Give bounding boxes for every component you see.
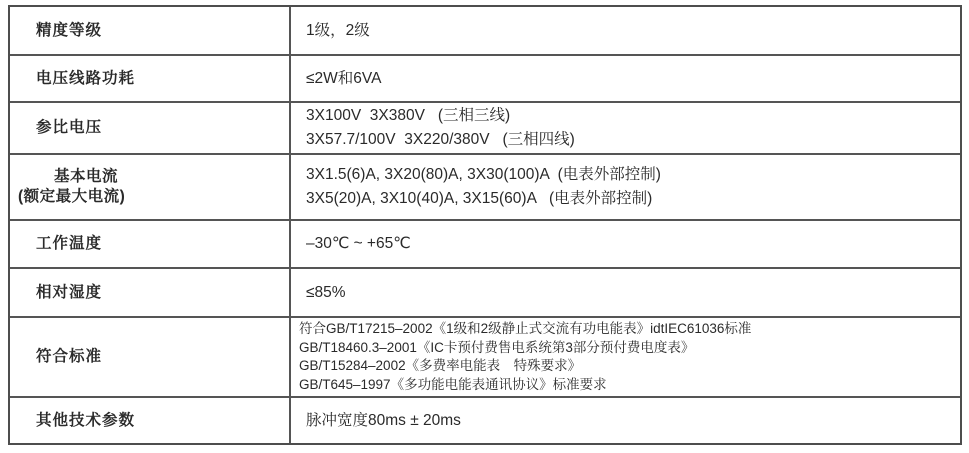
row-value-cell bbox=[291, 398, 960, 443]
row-label-cell bbox=[10, 318, 291, 396]
row-label-line: (额定最大电流) bbox=[18, 188, 126, 205]
table-row bbox=[10, 219, 960, 267]
row-value-line: 3X1.5(6)A, 3X20(80)A, 3X30(100)A (电表外部控制) bbox=[306, 166, 661, 183]
row-value-cell bbox=[291, 56, 960, 101]
row-label-cell bbox=[10, 221, 291, 267]
row-label-line: 基本电流 bbox=[54, 168, 119, 185]
table-row bbox=[10, 101, 960, 153]
row-label-line: 其他技术参数 bbox=[36, 411, 136, 429]
row-value-cell bbox=[291, 155, 960, 219]
table-row bbox=[10, 7, 960, 54]
row-value-line: 3X57.7/100V 3X220/380V (三相四线) bbox=[306, 131, 575, 148]
row-value-cell bbox=[291, 269, 960, 316]
row-label-cell bbox=[10, 103, 291, 153]
row-value-line: –30℃ ~ +65℃ bbox=[306, 235, 411, 252]
row-label-line: 电压线路功耗 bbox=[36, 69, 136, 87]
row-value-line: 符合GB/T17215–2002《1级和2级静止式交流有功电能表》idtIEC61036标准 bbox=[299, 321, 752, 336]
table-row bbox=[10, 54, 960, 101]
row-label-cell bbox=[10, 269, 291, 316]
row-value-line: ≤2W和6VA bbox=[306, 69, 382, 87]
row-value-cell bbox=[291, 7, 960, 54]
row-value-line: 脉冲宽度80ms ± 20ms bbox=[306, 411, 461, 429]
table-row bbox=[10, 316, 960, 396]
row-value-cell bbox=[291, 318, 960, 396]
row-label-line: 相对湿度 bbox=[36, 283, 103, 301]
row-label-cell bbox=[10, 155, 291, 219]
row-label-line: 参比电压 bbox=[36, 119, 103, 136]
table-row bbox=[10, 153, 960, 219]
row-value-line: GB/T18460.3–2001《IC卡预付费售电系统第3部分预付费电度表》 bbox=[299, 339, 695, 355]
row-label-cell bbox=[10, 7, 291, 54]
table-row bbox=[10, 267, 960, 316]
row-value-line: GB/T645–1997《多功能电能表通讯协议》标准要求 bbox=[299, 376, 607, 392]
row-label-cell bbox=[10, 398, 291, 443]
row-value-line: 3X100V 3X380V (三相三线) bbox=[306, 107, 511, 124]
row-value-line: ≤85% bbox=[306, 283, 346, 301]
row-value-cell bbox=[291, 221, 960, 267]
row-label-line: 精度等级 bbox=[36, 21, 103, 39]
row-value-line: 3X5(20)A, 3X10(40)A, 3X15(60)A (电表外部控制) bbox=[306, 190, 653, 207]
row-label-line: 符合标准 bbox=[36, 348, 103, 365]
table-row bbox=[10, 396, 960, 443]
row-value-cell bbox=[291, 103, 960, 153]
row-label-line: 工作温度 bbox=[36, 235, 103, 252]
row-value-line: 1级，2级 bbox=[306, 21, 370, 39]
spec-table bbox=[8, 5, 962, 445]
row-label-cell bbox=[10, 56, 291, 101]
row-value-line: GB/T15284–2002《多费率电能表 特殊要求》 bbox=[299, 358, 582, 373]
